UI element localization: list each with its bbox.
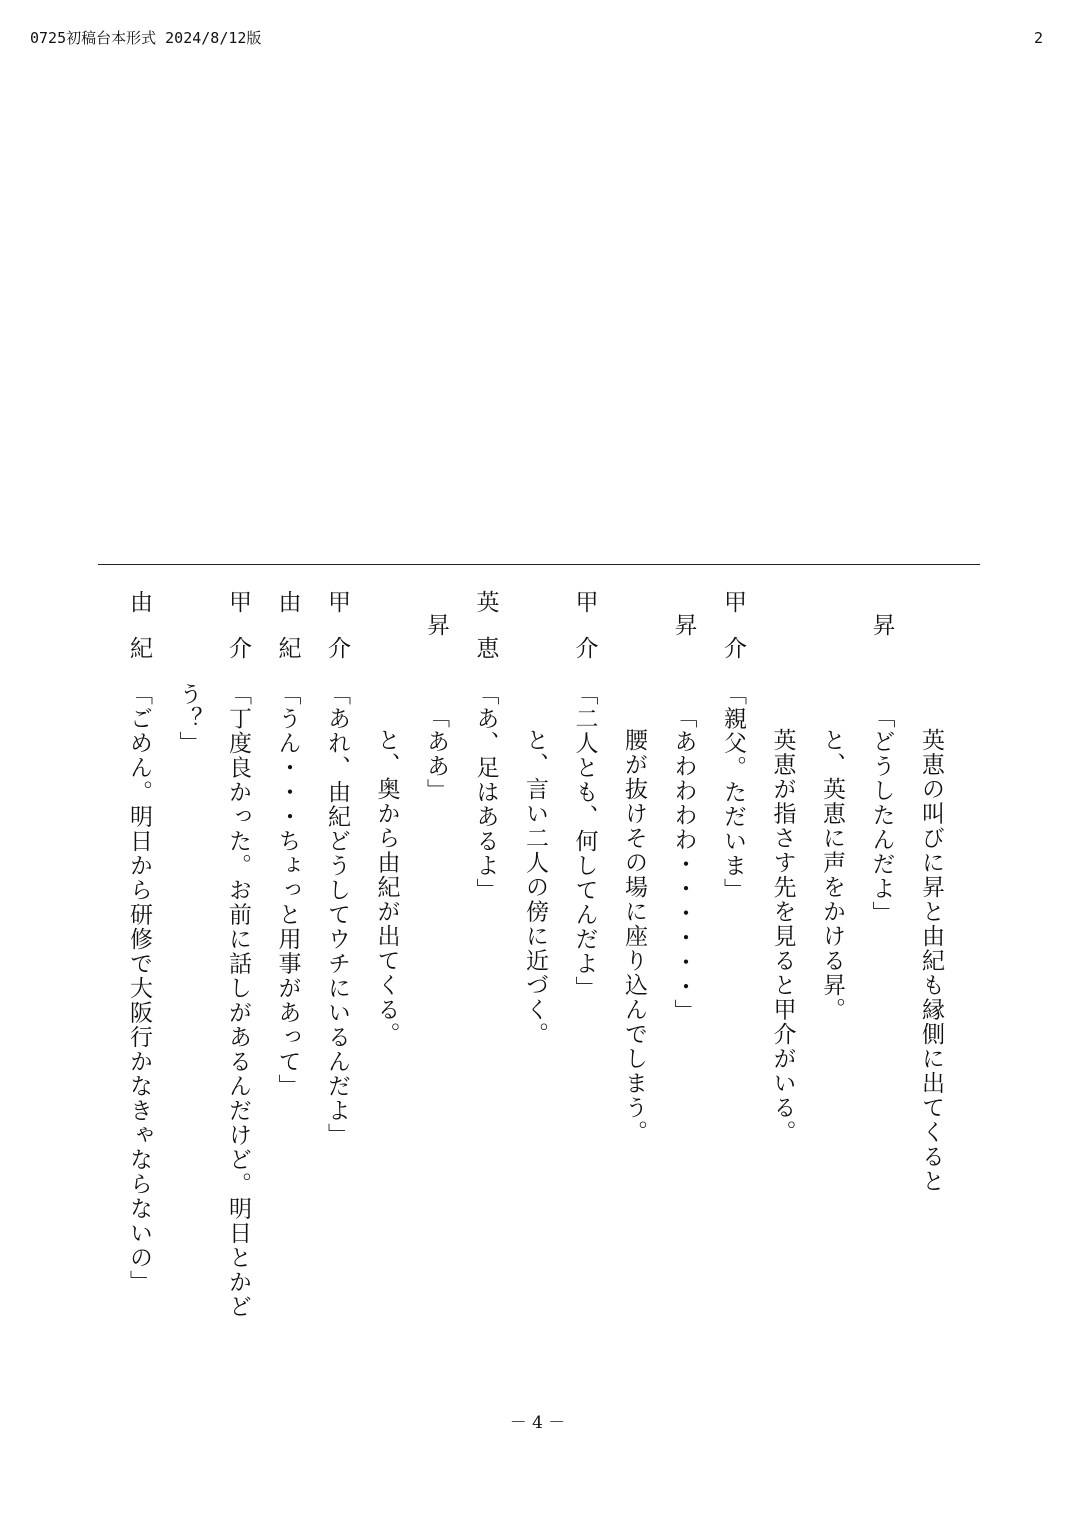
dialogue-line — [312, 590, 362, 1350]
page-number: 2 — [1033, 29, 1043, 47]
dialogue-text: 「ごめん。明日から研修で大阪行かなきゃならないの」 — [126, 682, 152, 1295]
dialogue-line — [114, 590, 164, 1350]
stage-direction: と、言い二人の傍に近づく。 — [522, 728, 548, 1047]
dialogue-line — [856, 590, 906, 1350]
stage-direction: と、奥から由紀が出てくる。 — [373, 728, 400, 1047]
dialogue-text: 「ああ」 — [423, 705, 449, 803]
dialogue-continuation: う？」 — [175, 682, 202, 756]
speaker-name: 昇 — [423, 613, 449, 638]
dialogue-text: 「あれ、由紀どうしてウチにいるんだよ」 — [324, 682, 350, 1148]
dialogue-line — [213, 590, 263, 1350]
dialogue-text: 「あ、足はあるよ」 — [472, 682, 499, 903]
speaker-name: 昇 — [670, 613, 697, 638]
dialogue-line — [460, 590, 510, 1350]
dialogue-line — [262, 590, 312, 1350]
speaker-name: 紀 — [126, 636, 152, 661]
stage-direction: 英恵の叫びに昇と由紀も縁側に出てくると — [918, 728, 944, 1194]
speaker-name: 甲 — [720, 590, 746, 615]
speaker-name: 由 — [126, 590, 152, 615]
dialogue-text: 「丁度良かった。お前に話しがあるんだけど。明日とかど — [225, 682, 251, 1319]
dialogue-text: 「親父。ただいま」 — [720, 682, 746, 903]
speaker-name: 介 — [571, 636, 598, 661]
dialogue-text: 「あわわわわ・・・・・・」 — [670, 705, 697, 1024]
dialogue-line — [559, 590, 609, 1350]
speaker-name: 甲 — [225, 590, 251, 615]
speaker-name: 介 — [225, 636, 251, 661]
dialogue-text: 「うん・・・ちょっと用事があって」 — [274, 682, 301, 1099]
speaker-name: 英 — [472, 590, 499, 615]
speaker-name: 紀 — [274, 636, 301, 661]
speaker-name: 甲 — [571, 590, 598, 615]
dialogue-text: 「二人とも、何してんだよ」 — [571, 682, 598, 1001]
dialogue-line — [708, 590, 758, 1350]
section-divider — [98, 564, 980, 565]
page-footer: － 4 － — [509, 1413, 566, 1433]
stage-direction: 英恵が指さす先を見ると甲介がいる。 — [769, 728, 796, 1145]
stage-direction: と、英恵に声をかける昇。 — [819, 728, 845, 1022]
stage-direction: 腰が抜けその場に座り込んでしまう。 — [621, 728, 647, 1145]
speaker-name: 恵 — [472, 636, 499, 661]
script-body — [125, 590, 955, 1350]
speaker-name: 介 — [324, 636, 350, 661]
dialogue-line — [658, 590, 708, 1350]
speaker-name: 昇 — [868, 613, 895, 638]
dialogue-line — [411, 590, 461, 1350]
document-title: 0725初稿台本形式 2024/8/12版 — [30, 29, 262, 47]
dialogue-text: 「どうしたんだよ」 — [868, 705, 895, 926]
speaker-name: 甲 — [324, 590, 350, 615]
speaker-name: 介 — [720, 636, 746, 661]
speaker-name: 由 — [274, 590, 301, 615]
